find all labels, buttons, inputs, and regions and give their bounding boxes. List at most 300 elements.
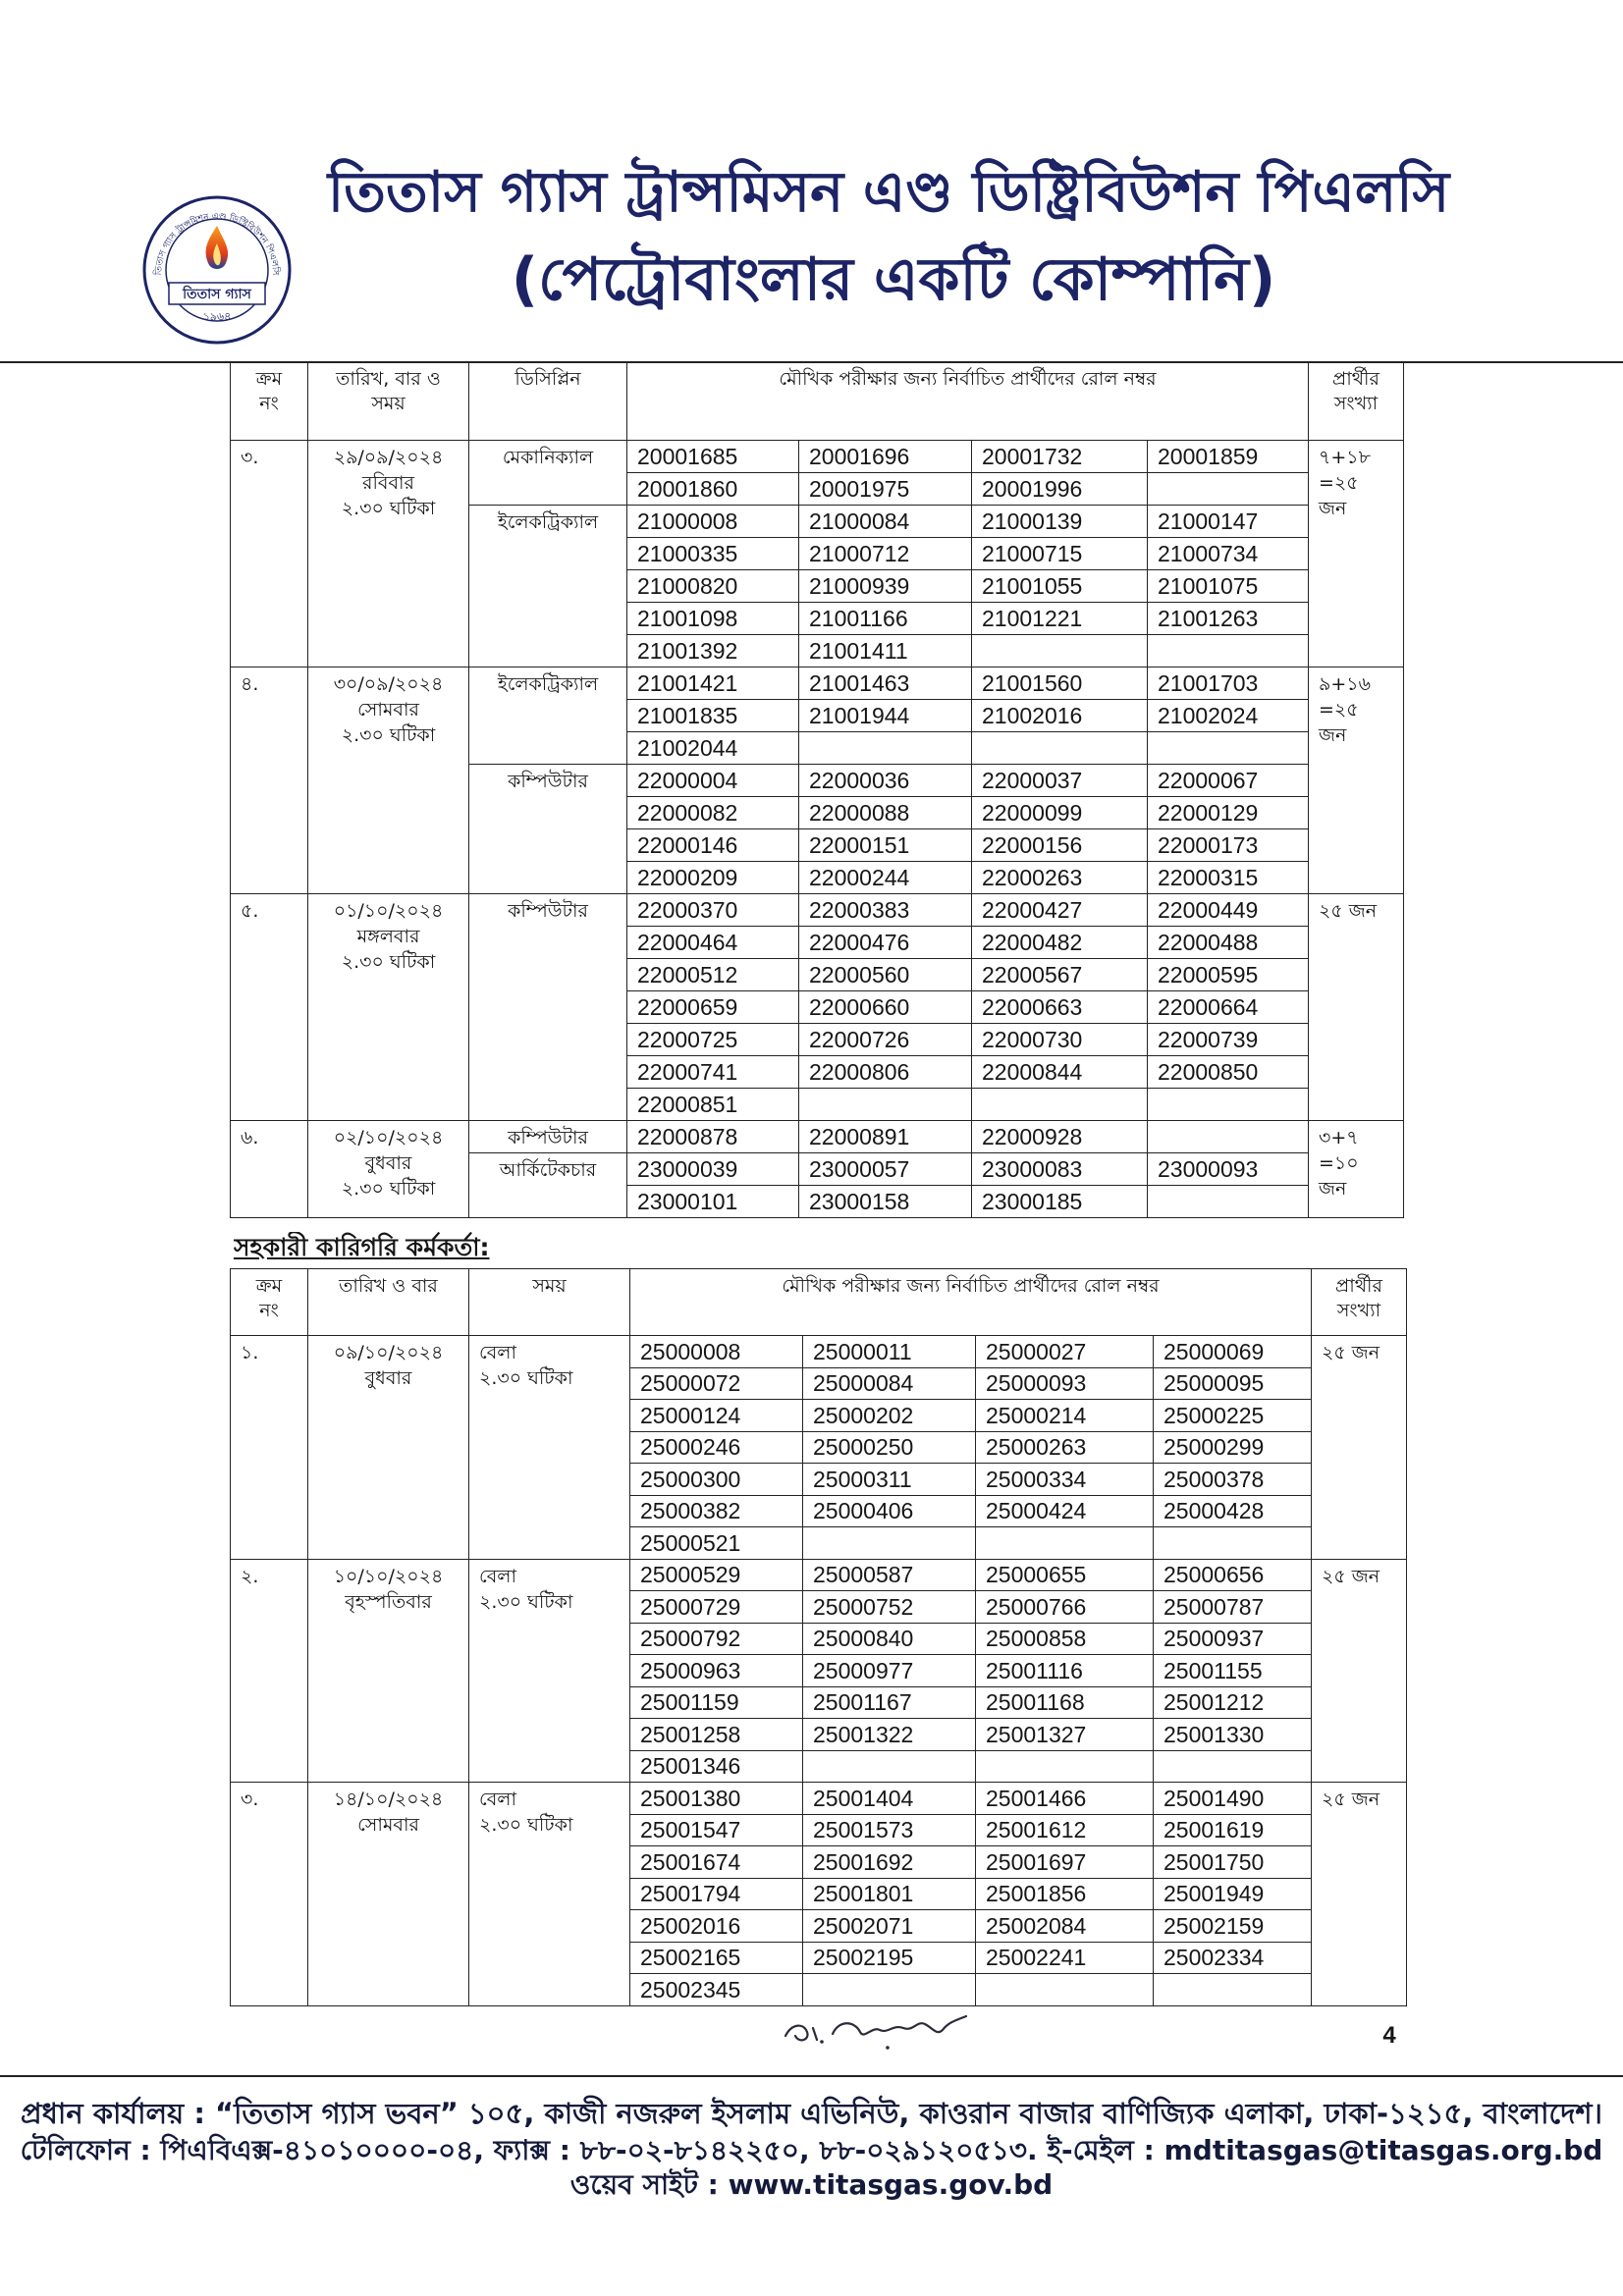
- discipline-header-label: ডিসিপ্লিন: [514, 368, 581, 390]
- roll-number-cell: 25000084: [803, 1367, 976, 1400]
- roll-number-cell: 25000334: [976, 1464, 1154, 1496]
- schedule-row: [231, 1336, 1407, 1368]
- roll-number-cell: 21001835: [627, 700, 799, 732]
- exam-date: ০৯/১০/২০২৪: [333, 1342, 444, 1363]
- roll-number-cell: 21001055: [972, 570, 1148, 603]
- roll-number-cell: 20001860: [627, 473, 799, 506]
- roll-number-cell: 25000840: [803, 1623, 976, 1655]
- roll-number-cell: 25000424: [976, 1495, 1154, 1527]
- serial-cell: [231, 441, 308, 667]
- roll-number-cell: 21001075: [1148, 570, 1309, 603]
- roll-number-cell: 25001697: [976, 1846, 1154, 1879]
- candidate-count-line: =২৫: [1319, 699, 1359, 721]
- roll-number-cell: 22000891: [799, 1121, 972, 1153]
- logo-arc-text: তিতাস গ্যাস ট্রান্সমিশন এণ্ড ডিস্ট্রিবিউশন পিএলসি: [153, 211, 281, 276]
- roll-number-cell: 25000263: [976, 1431, 1154, 1464]
- roll-number-cell: 21001463: [799, 667, 972, 700]
- serial-number: ৫.: [241, 900, 259, 922]
- roll-number-cell: 21001421: [627, 667, 799, 700]
- roll-number-cell: 21000335: [627, 538, 799, 570]
- candidate-count-cell: [1312, 1783, 1407, 2006]
- roll-number-cell: 21001560: [972, 667, 1148, 700]
- roll-number-cell: [976, 1527, 1154, 1560]
- roll-number-cell: 22000741: [627, 1056, 799, 1089]
- roll-number-cell: 25001159: [630, 1686, 803, 1719]
- discipline-cell: [469, 1121, 627, 1153]
- discipline-name: ইলেকট্রিক্যাল: [497, 673, 599, 695]
- exam-date-cell: [308, 1121, 469, 1218]
- roll-number-cell: 22000725: [627, 1024, 799, 1056]
- roll-number-cell: 22000878: [627, 1121, 799, 1153]
- roll-number-cell: 25002334: [1154, 1942, 1312, 1974]
- roll-number-cell: 21001411: [799, 635, 972, 667]
- roll-number-cell: 22000383: [799, 894, 972, 927]
- exam-day: সোমবার: [357, 1814, 419, 1836]
- roll-number-cell: 21000008: [627, 506, 799, 538]
- roll-number-cell: 25002084: [976, 1910, 1154, 1943]
- roll-number-cell: 25000792: [630, 1623, 803, 1655]
- roll-number-cell: 25001155: [1154, 1655, 1312, 1687]
- roll-number-cell: [972, 1089, 1148, 1121]
- candidate-count-line: ৯+১৬: [1319, 673, 1371, 695]
- roll-number-cell: 22000244: [799, 862, 972, 894]
- roll-number-cell: 22000659: [627, 991, 799, 1024]
- exam-time-label: বেলা: [479, 1565, 516, 1587]
- roll-number-cell: [1154, 1974, 1312, 2006]
- roll-number-cell: 25000655: [976, 1559, 1154, 1591]
- roll-number-cell: [972, 635, 1148, 667]
- exam-day: সোমবার: [357, 699, 419, 721]
- roll-number-cell: 25001212: [1154, 1686, 1312, 1719]
- candidate-count: ২৫ জন: [1322, 1565, 1380, 1587]
- roll-number-cell: 22000129: [1148, 797, 1309, 829]
- roll-number-cell: 25000069: [1154, 1336, 1312, 1368]
- candidate-count-line: =২৫: [1319, 472, 1359, 494]
- roll-number-cell: 21001221: [972, 603, 1148, 635]
- schedule-row: [231, 1783, 1407, 1815]
- roll-number-cell: 25000378: [1154, 1464, 1312, 1496]
- serial-header-line: ক্রম: [255, 1275, 283, 1297]
- exam-date-cell: [308, 667, 469, 894]
- roll-number-cell: 25001258: [630, 1719, 803, 1751]
- discipline-name: আর্কিটেকচার: [499, 1159, 597, 1181]
- roll-number-cell: 25000587: [803, 1559, 976, 1591]
- exam-time: ২.৩০ ঘটিকা: [341, 1178, 436, 1200]
- roll-number-cell: 25001380: [630, 1783, 803, 1815]
- candidate-count-line: ৩+৭: [1319, 1127, 1359, 1148]
- roll-number-cell: 25002345: [630, 1974, 803, 2006]
- roll-number-cell: 22000595: [1148, 959, 1309, 991]
- roll-number-cell: 25001619: [1154, 1814, 1312, 1846]
- serial-cell: [231, 667, 308, 894]
- discipline-name: কম্পিউটার: [508, 1127, 588, 1148]
- roll-number-cell: 25000311: [803, 1464, 976, 1496]
- roll-numbers-header: [627, 362, 1309, 441]
- roll-number-cell: 25000752: [803, 1591, 976, 1624]
- roll-number-cell: 21001263: [1148, 603, 1309, 635]
- roll-number-cell: 25002016: [630, 1910, 803, 1943]
- roll-numbers-header: [630, 1269, 1312, 1336]
- roll-number-cell: 21001703: [1148, 667, 1309, 700]
- roll-number-cell: 22000036: [799, 765, 972, 797]
- serial-number: ৪.: [241, 673, 259, 695]
- exam-date: ১৪/১০/২০২৪: [333, 1789, 444, 1810]
- roll-number-cell: [1148, 732, 1309, 765]
- serial-header-line: নং: [259, 393, 279, 414]
- roll-number-cell: 25001801: [803, 1878, 976, 1910]
- discipline-header: [469, 362, 627, 441]
- date-header: [308, 362, 469, 441]
- roll-number-cell: 21002016: [972, 700, 1148, 732]
- roll-number-cell: 22000370: [627, 894, 799, 927]
- roll-number-cell: 22000512: [627, 959, 799, 991]
- roll-number-cell: 25000225: [1154, 1400, 1312, 1432]
- roll-number-cell: 25001168: [976, 1686, 1154, 1719]
- footer-divider: [0, 2075, 1623, 2077]
- roll-number-cell: 22000209: [627, 862, 799, 894]
- roll-number-cell: 25000202: [803, 1400, 976, 1432]
- exam-time-label: বেলা: [479, 1789, 516, 1810]
- roll-number-cell: 22000088: [799, 797, 972, 829]
- candidate-count: ২৫ জন: [1322, 1789, 1380, 1810]
- candidate-count-header: [1309, 362, 1404, 441]
- candidate-count-line: ২৫ জন: [1319, 900, 1378, 922]
- roll-number-cell: 20001685: [627, 441, 799, 473]
- schedule-row: [231, 1559, 1407, 1591]
- roll-number-cell: [803, 1750, 976, 1783]
- exam-date-cell: [308, 1783, 469, 2006]
- candidate-count-line: ৭+১৮: [1319, 447, 1371, 468]
- roll-number-cell: 25001856: [976, 1878, 1154, 1910]
- footer-contact: টেলিফোন : পিএবিএক্স-৪১০১০০০০-০৪, ফ্যাক্স : ৮৮-০২-৮১৪২২৫০, ৮৮-০২৯১২০৫১৩. ই-মেইল : mdtitasgas@titasgas.org.bd: [20, 2134, 1603, 2166]
- candidate-count-line: জন: [1319, 498, 1347, 519]
- roll-number-cell: 25000406: [803, 1495, 976, 1527]
- roll-number-cell: 22000146: [627, 829, 799, 862]
- roll-number-cell: 25002159: [1154, 1910, 1312, 1943]
- roll-number-cell: 25000963: [630, 1655, 803, 1687]
- roll-number-cell: 25000729: [630, 1591, 803, 1624]
- roll-number-cell: 22000851: [627, 1089, 799, 1121]
- roll-number-cell: 21001166: [799, 603, 972, 635]
- roll-number-cell: 25000529: [630, 1559, 803, 1591]
- roll-number-cell: 22000567: [972, 959, 1148, 991]
- company-subtitle: (পেট্রোবাংলার একটি কোম্পানি): [511, 245, 1276, 314]
- roll-number-cell: 22000004: [627, 765, 799, 797]
- roll-number-cell: [1148, 1089, 1309, 1121]
- exam-date-cell: [308, 441, 469, 667]
- exam-date: ৩০/০৯/২০২৪: [333, 673, 444, 695]
- roll-number-cell: 22000037: [972, 765, 1148, 797]
- viva-schedule-table-assistant-technical: [230, 1268, 1407, 2006]
- roll-number-cell: 21000939: [799, 570, 972, 603]
- roll-number-cell: 22000151: [799, 829, 972, 862]
- count-header-line: প্রার্থীর: [1335, 1275, 1382, 1297]
- roll-number-cell: 25001573: [803, 1814, 976, 1846]
- roll-number-cell: 25000937: [1154, 1623, 1312, 1655]
- roll-number-cell: 23000093: [1148, 1153, 1309, 1186]
- exam-time-cell: [469, 1559, 630, 1783]
- exam-day: বৃহস্পতিবার: [345, 1590, 432, 1613]
- candidate-count-cell: [1309, 1121, 1404, 1218]
- discipline-cell: [469, 1153, 627, 1218]
- date-header-label: তারিখ ও বার: [339, 1275, 438, 1297]
- roll-number-cell: 20001996: [972, 473, 1148, 506]
- roll-number-cell: 23000057: [799, 1153, 972, 1186]
- candidate-count-cell: [1312, 1336, 1407, 1560]
- exam-date: ২৯/০৯/২০২৪: [333, 447, 444, 468]
- serial-header: [231, 1269, 308, 1336]
- roll-number-cell: 22000482: [972, 927, 1148, 959]
- schedule-row: [231, 1121, 1404, 1153]
- roll-number-cell: 22000663: [972, 991, 1148, 1024]
- roll-number-cell: 23000158: [799, 1186, 972, 1218]
- candidate-count-cell: [1309, 667, 1404, 894]
- exam-day: বুধবার: [364, 1152, 412, 1174]
- discipline-cell: [469, 894, 627, 1121]
- roll-number-cell: 23000039: [627, 1153, 799, 1186]
- roll-number-cell: [1148, 473, 1309, 506]
- roll-number-cell: 22000156: [972, 829, 1148, 862]
- exam-time: ২.৩০ ঘটিকা: [341, 724, 436, 746]
- roll-number-cell: [972, 732, 1148, 765]
- roll-number-cell: 23000083: [972, 1153, 1148, 1186]
- count-header-line: সংখ্যা: [1333, 393, 1379, 414]
- roll-number-cell: 22000476: [799, 927, 972, 959]
- footer-address: প্রধান কার্যালয় : “তিতাস গ্যাস ভবন” ১০৫, কাজী নজরুল ইসলাম এভিনিউ, কাওরান বাজার বাণিজ্যিক এলাকা, ঢাকা-১২১৫, বাংলাদেশ।: [21, 2097, 1602, 2130]
- roll-number-cell: 25000428: [1154, 1495, 1312, 1527]
- exam-day: মঙ্গলবার: [356, 926, 420, 947]
- roll-number-cell: [976, 1974, 1154, 2006]
- roll-number-cell: 23000185: [972, 1186, 1148, 1218]
- table-header-row: [231, 1269, 1407, 1336]
- roll-number-cell: [976, 1750, 1154, 1783]
- roll-number-cell: 25000093: [976, 1367, 1154, 1400]
- roll-number-cell: [1148, 1121, 1309, 1153]
- roll-number-cell: [1148, 635, 1309, 667]
- roll-number-cell: 22000560: [799, 959, 972, 991]
- exam-time-label: বেলা: [479, 1342, 516, 1363]
- roll-number-cell: 22000488: [1148, 927, 1309, 959]
- candidate-count-cell: [1309, 894, 1404, 1121]
- candidate-count: ২৫ জন: [1322, 1342, 1380, 1363]
- roll-number-cell: 22000850: [1148, 1056, 1309, 1089]
- roll-number-cell: 22000726: [799, 1024, 972, 1056]
- discipline-cell: [469, 506, 627, 667]
- serial-cell: [231, 894, 308, 1121]
- exam-day: রবিবার: [362, 472, 414, 494]
- roll-number-cell: [799, 732, 972, 765]
- serial-header: [231, 362, 308, 441]
- discipline-name: কম্পিউটার: [508, 900, 588, 922]
- roll-number-cell: 25001327: [976, 1719, 1154, 1751]
- candidate-count-header: [1312, 1269, 1407, 1336]
- section-title-assistant-technical-officer: সহকারী কারিগরি কর্মকর্তা:: [234, 1233, 490, 1261]
- roll-number-cell: 25000299: [1154, 1431, 1312, 1464]
- roll-number-cell: 22000928: [972, 1121, 1148, 1153]
- roll-number-cell: 25002071: [803, 1910, 976, 1943]
- roll-number-cell: 25000787: [1154, 1591, 1312, 1624]
- roll-number-cell: 25001794: [630, 1878, 803, 1910]
- serial-cell: [231, 1559, 308, 1783]
- roll-number-cell: 25000095: [1154, 1367, 1312, 1400]
- roll-number-cell: 21002024: [1148, 700, 1309, 732]
- exam-date: ০১/১০/২০২৪: [333, 900, 444, 922]
- schedule-row: [231, 441, 1404, 473]
- exam-time-cell: [469, 1783, 630, 2006]
- roll-number-cell: 22000099: [972, 797, 1148, 829]
- roll-number-cell: 25002241: [976, 1942, 1154, 1974]
- exam-time: ২.৩০ ঘটিকা: [479, 1590, 573, 1613]
- roll-number-cell: 20001975: [799, 473, 972, 506]
- exam-time: ২.৩০ ঘটিকা: [341, 951, 436, 973]
- roll-number-cell: 25001346: [630, 1750, 803, 1783]
- discipline-cell: [469, 441, 627, 506]
- roll-number-cell: 25000246: [630, 1431, 803, 1464]
- company-title: তিতাস গ্যাস ট্রান্সমিসন এণ্ড ডিষ্ট্রিবিউশন পিএলসি: [327, 160, 1450, 225]
- roll-number-cell: 25000382: [630, 1495, 803, 1527]
- roll-number-cell: 25001692: [803, 1846, 976, 1879]
- roll-number-cell: 21002044: [627, 732, 799, 765]
- discipline-name: ইলেকট্রিক্যাল: [497, 511, 599, 533]
- serial-number: ১.: [241, 1342, 259, 1363]
- time-header: [469, 1269, 630, 1336]
- handwritten-signature: [778, 2006, 974, 2052]
- logo-year: ১৯৬৪: [202, 310, 232, 323]
- serial-number: ৬.: [241, 1127, 259, 1148]
- roll-number-cell: 21000147: [1148, 506, 1309, 538]
- roll-number-cell: 21000139: [972, 506, 1148, 538]
- roll-number-cell: [803, 1974, 976, 2006]
- candidate-count-line: জন: [1319, 724, 1347, 746]
- count-header-line: সংখ্যা: [1336, 1300, 1381, 1321]
- exam-time-cell: [469, 1336, 630, 1560]
- serial-cell: [231, 1121, 308, 1218]
- exam-day: বুধবার: [364, 1367, 412, 1389]
- roll-number-cell: 25000521: [630, 1527, 803, 1560]
- exam-time: ২.৩০ ঘটিকা: [479, 1367, 573, 1389]
- roll-number-cell: 22000730: [972, 1024, 1148, 1056]
- date-header-line: সময়: [371, 393, 406, 414]
- candidate-count-cell: [1309, 441, 1404, 667]
- roll-number-cell: 25001116: [976, 1655, 1154, 1687]
- discipline-name: কম্পিউটার: [508, 771, 588, 792]
- serial-cell: [231, 1336, 308, 1560]
- serial-number: ৩.: [241, 447, 259, 468]
- roll-number-cell: 25001330: [1154, 1719, 1312, 1751]
- roll-number-cell: 21000715: [972, 538, 1148, 570]
- exam-date-cell: [308, 1559, 469, 1783]
- roll-number-cell: 22000844: [972, 1056, 1148, 1089]
- roll-number-cell: 22000173: [1148, 829, 1309, 862]
- roll-number-cell: 22000067: [1148, 765, 1309, 797]
- roll-number-cell: 21001392: [627, 635, 799, 667]
- roll-number-cell: 25001466: [976, 1783, 1154, 1815]
- roll-numbers-header-label: মৌখিক পরীক্ষার জন্য নির্বাচিত প্রার্থীদের রোল নম্বর: [779, 368, 1157, 390]
- discipline-cell: [469, 765, 627, 894]
- roll-number-cell: 22000739: [1148, 1024, 1309, 1056]
- roll-number-cell: 22000449: [1148, 894, 1309, 927]
- schedule-row: [231, 667, 1404, 700]
- exam-date-cell: [308, 894, 469, 1121]
- roll-number-cell: 22000664: [1148, 991, 1309, 1024]
- serial-number: ৩.: [241, 1789, 259, 1810]
- roll-number-cell: 25001949: [1154, 1878, 1312, 1910]
- roll-number-cell: 20001732: [972, 441, 1148, 473]
- roll-number-cell: 22000315: [1148, 862, 1309, 894]
- roll-number-cell: 20001696: [799, 441, 972, 473]
- page-number: 4: [1382, 2022, 1396, 2049]
- roll-number-cell: [1154, 1750, 1312, 1783]
- discipline-cell: [469, 667, 627, 765]
- roll-number-cell: 25001674: [630, 1846, 803, 1879]
- roll-number-cell: 25000072: [630, 1367, 803, 1400]
- exam-time: ২.৩০ ঘটিকা: [479, 1814, 573, 1836]
- roll-number-cell: 21000084: [799, 506, 972, 538]
- logo-label: তিতাস গ্যাস: [183, 287, 251, 302]
- date-header: [308, 1269, 469, 1336]
- roll-number-cell: [1154, 1527, 1312, 1560]
- roll-number-cell: 25000027: [976, 1336, 1154, 1368]
- roll-number-cell: 25001612: [976, 1814, 1154, 1846]
- candidate-count-line: জন: [1319, 1178, 1347, 1200]
- candidate-count-cell: [1312, 1559, 1407, 1783]
- roll-number-cell: 21000820: [627, 570, 799, 603]
- exam-time: ২.৩০ ঘটিকা: [341, 498, 436, 519]
- schedule-row: [231, 894, 1404, 927]
- roll-number-cell: [799, 1089, 972, 1121]
- company-logo: [139, 192, 295, 347]
- roll-number-cell: 25000977: [803, 1655, 976, 1687]
- roll-number-cell: 25001750: [1154, 1846, 1312, 1879]
- roll-number-cell: 25001547: [630, 1814, 803, 1846]
- roll-number-cell: 25000214: [976, 1400, 1154, 1432]
- roll-number-cell: 25000656: [1154, 1559, 1312, 1591]
- discipline-name: মেকানিক্যাল: [502, 447, 594, 468]
- roll-number-cell: 22000082: [627, 797, 799, 829]
- roll-number-cell: 25000858: [976, 1623, 1154, 1655]
- roll-number-cell: 25001490: [1154, 1783, 1312, 1815]
- serial-header-line: ক্রম: [255, 368, 283, 390]
- roll-number-cell: 25000250: [803, 1431, 976, 1464]
- roll-number-cell: [803, 1527, 976, 1560]
- time-header-label: সময়: [532, 1275, 567, 1297]
- roll-number-cell: [1148, 1186, 1309, 1218]
- roll-number-cell: 25001404: [803, 1783, 976, 1815]
- date-header-line: তারিখ, বার ও: [336, 368, 441, 390]
- roll-numbers-header-label: মৌখিক পরীক্ষার জন্য নির্বাচিত প্রার্থীদের রোল নম্বর: [782, 1275, 1160, 1297]
- roll-number-cell: 22000660: [799, 991, 972, 1024]
- candidate-count-line: =১০: [1319, 1152, 1359, 1174]
- roll-number-cell: 22000427: [972, 894, 1148, 927]
- roll-number-cell: 20001859: [1148, 441, 1309, 473]
- table-header-row: [231, 362, 1404, 441]
- roll-number-cell: 21001944: [799, 700, 972, 732]
- roll-number-cell: 23000101: [627, 1186, 799, 1218]
- serial-number: ২.: [241, 1565, 259, 1587]
- exam-date: ১০/১০/২০২৪: [333, 1565, 444, 1587]
- roll-number-cell: 21000712: [799, 538, 972, 570]
- exam-date-cell: [308, 1336, 469, 1560]
- roll-number-cell: 25000008: [630, 1336, 803, 1368]
- roll-number-cell: 25002165: [630, 1942, 803, 1974]
- roll-number-cell: 25002195: [803, 1942, 976, 1974]
- roll-number-cell: 25000124: [630, 1400, 803, 1432]
- roll-number-cell: 22000263: [972, 862, 1148, 894]
- roll-number-cell: 21001098: [627, 603, 799, 635]
- serial-header-line: নং: [259, 1300, 279, 1321]
- roll-number-cell: 21000734: [1148, 538, 1309, 570]
- serial-cell: [231, 1783, 308, 2006]
